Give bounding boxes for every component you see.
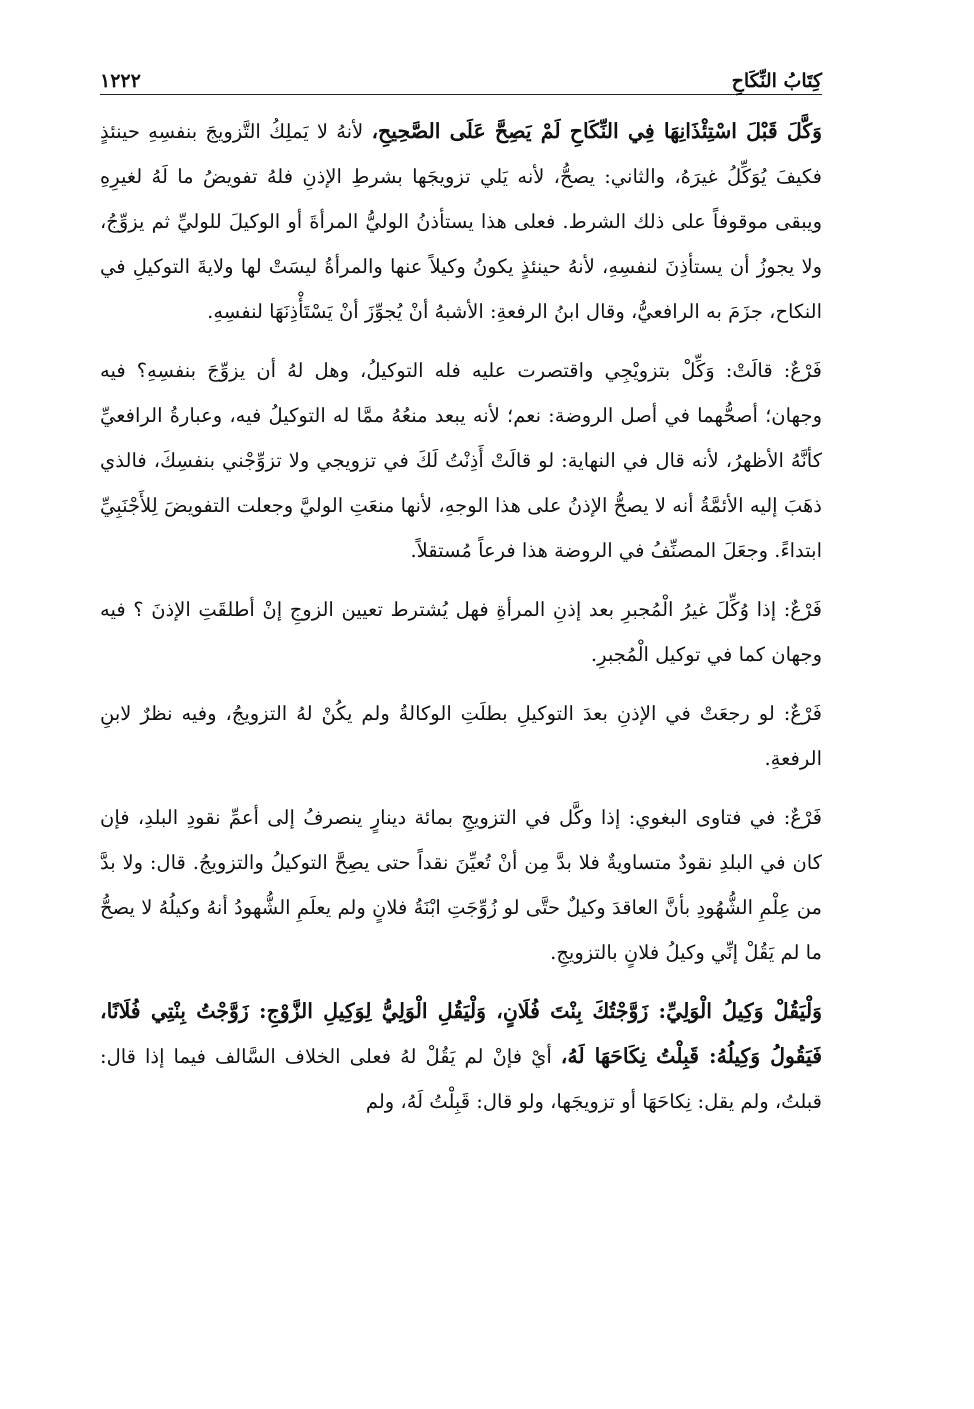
paragraph [100,587,822,677]
paragraph [100,795,822,975]
paragraph [100,348,822,573]
sharh-text: لأنهُ لا يَملِكُ التَّزويجَ بنفسِهِ حينئذٍ فكيفَ يُوَكِّلُ غيرَهُ، والثاني: يصحُّ، لأنه يَلي تزويجَها بشرطِ الإذنِ فلهُ تفويضُ ما لَهُ لغيرِهِ ويبقى موقوفاً على ذلك الشرط. فعلى هذا يستأذنُ الوليُّ المرأةَ أو الوكيلَ للوليِّ ثم يزوِّجُ، ولا يجوزُ أن يستأذِنَ لنفسِهِ، لأنهُ حينئذٍ يكونُ وكيلاً عنها والمرأةُ ليسَتْ لها ولايةَ التوكيلِ في النكاح، جزَمَ به الرافعيُّ، وقال ابنُ الرفعةِ: الأشبهُ أنْ يُجوِّزَ أنْ يَسْتَأْذِنَهَا لنفسِهِ. [100,120,822,323]
sharh-text: فَرْعٌ: قالَتْ: وَكِّلْ بتزويْجِي واقتصرت عليه فله التوكيلُ، وهل لهُ أن يزوِّجَ بنفسِهِ؟ فيه وجهان؛ أصحُّهما في أصل الروضة: نعم؛ لأنه يبعد منعُهُ ممَّا له التوكيلُ فيه، وعبارةُ الرافعيِّ كأنَّهُ الأظهرُ، لأنه قال في النهاية: لو قالَتْ أَذِنْتُ لَكَ في تزويجي ولا تزوِّجْني بنفسِكَ، فالذي ذهَبَ إليه الأئمَّةُ أنه لا يصحُّ الإذنُ على هذا الوجهِ، لأنها منعَتِ الوليَّ وجعلت التفويضَ لِلأَجْنَبِيِّ ابتداءً. وجعَلَ المصنِّفُ في الروضة هذا فرعاً مُستقلاً. [100,359,822,562]
sharh-text: فَرْعٌ: إذا وُكِّلَ غيرُ الْمُجبرِ بعد إذنِ المرأةِ فهل يُشترط تعيين الزوجِ إنْ أطلقَتِ الإذنَ ؟ فيه وجهان كما في توكيل الْمُجبرِ. [100,598,822,666]
page-number: ١٢٢٢ [100,70,141,92]
paragraph [100,109,822,334]
paragraph [100,989,822,1124]
sharh-text: فَرْعٌ: لو رجعَتْ في الإذنِ بعدَ التوكيلِ بطلَتِ الوكالةُ ولم يكُنْ لهُ التزويجُ، وفيه نظرٌ لابنِ الرفعةِ. [100,702,822,770]
matn-text: وَكَّلَ قَبْلَ اسْتِئْذَانِهَا فِي النِّكَاحِ لَمْ يَصِحَّ عَلَى الصَّحِيحِ، [371,119,823,143]
matn-text: وَلْيَقُلْ وَكِيلُ الْوَلِيِّ: زَوَّجْتُكَ بِنْتَ فُلَانٍ، وَلْيَقُلِ الْوَلِيُّ لِوَكِيلِ الزَّوْجِ: زَوَّجْتُ بِنْتِي فُلَانًا، فَيَقُولُ وَكِيلُهُ: قَبِلْتُ نِكَاحَهَا لَهُ، [100,999,822,1068]
page-body [100,109,822,1124]
running-title: كِتَابُ النِّكَاحِ [731,70,822,92]
book-page [100,58,822,1358]
paragraph [100,691,822,781]
page-header [100,58,822,95]
sharh-text: فَرْعٌ: في فتاوى البغوي: إذا وكَّل في التزويجِ بمائة دينارٍ ينصرفُ إلى أعمِّ نقودِ البلدِ، فإن كان في البلدِ نقودٌ متساويةٌ فلا بدَّ مِن أنْ تُعيِّنَ نقداً حتى يصِحَّ التوكيلُ والتزويجُ. قال: ولا بدَّ من عِلْمِ الشُّهُودِ بأنَّ العاقدَ وكيلٌ حتَّى لو زُوِّجَتِ ابْنَةُ فلانٍ ولم يعلَمِ الشُّهودُ أنهُ وكيلُهُ لا يصحُّ ما لم يَقُلْ إنِّي وكيلُ فلانٍ بالتزويجِ. [100,806,822,964]
sharh-text: أيْ فإنْ لم يَقُلْ لهُ فعلى الخلاف السَّالف فيما إذا قال: قبلتُ، ولم يقل: نِكاحَهَا أو تزويجَها، ولو قال: قَبِلْتُ لَهُ، ولم [100,1045,822,1113]
